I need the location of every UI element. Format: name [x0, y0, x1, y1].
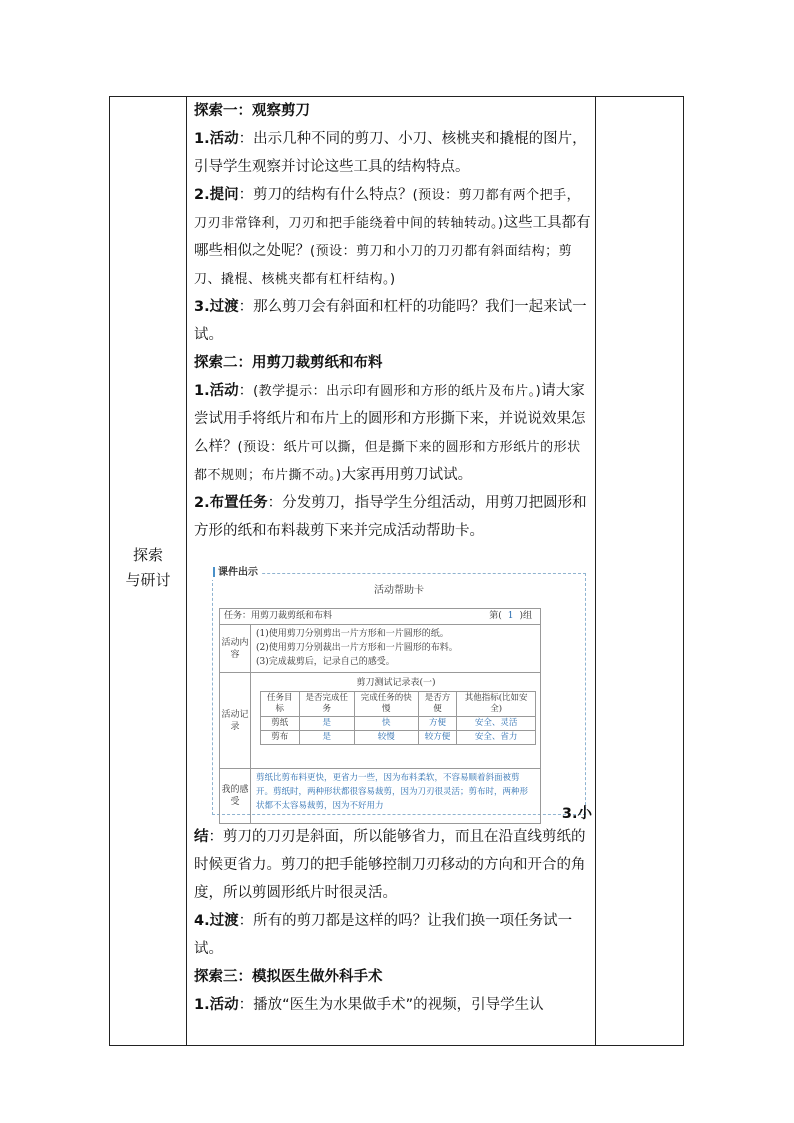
text-c: 大家再用剪刀试试。	[341, 467, 473, 483]
header-cell: 是否方便	[418, 692, 457, 717]
content-label: 活动内容	[220, 625, 251, 672]
cell: 较方便	[418, 731, 457, 745]
explore-2-activity	[194, 377, 592, 489]
record-row	[261, 731, 536, 745]
cell: 是	[299, 717, 354, 731]
cell: 剪纸	[261, 717, 300, 731]
record-label: 活动记录	[220, 673, 251, 768]
record-row	[261, 717, 536, 731]
summary-prefix: 3.小	[561, 806, 592, 822]
text: ：播放“医生为水果做手术”的视频，引导学生认	[238, 997, 544, 1013]
lesson-content	[194, 97, 592, 545]
explore-1-transition	[194, 293, 592, 349]
label: 1.活动	[194, 997, 239, 1013]
label: 3.过渡	[194, 299, 239, 315]
label: 2.提问	[194, 187, 239, 203]
label: 结	[194, 829, 209, 845]
label: 1.活动	[194, 383, 239, 399]
text: ：出示几种不同的剪刀、小刀、核桃夹和撬棍的图片，引导学生观察并讨论这些工具的结构特点。	[194, 131, 587, 175]
card-tag	[209, 566, 262, 580]
header-cell: 完成任务的快慢	[354, 692, 418, 717]
note: (教学提示：出示印有圆形和方形的纸片及布片。)	[253, 384, 542, 399]
explore-3-title: 探索三：模拟医生做外科手术	[194, 969, 383, 985]
cell: 剪布	[261, 731, 300, 745]
cell: 安全、灵活	[457, 717, 536, 731]
label: 2.布置任务	[194, 495, 268, 511]
task-label: 任务	[224, 611, 243, 621]
header-cell: 任务目标	[261, 692, 300, 717]
text2: 这些工具都有哪些相似之处呢？	[194, 215, 591, 259]
card-task-row	[220, 609, 540, 625]
note2: (预设：纸片可以撕，但是撕下来的圆形和方形纸片的形状都不规则；布片撕不动。)	[194, 440, 581, 483]
cell: 较慢	[354, 731, 418, 745]
cell: 方便	[418, 717, 457, 731]
header-cell: 是否完成任务	[299, 692, 354, 717]
record-table	[260, 691, 536, 745]
cell: 快	[354, 717, 418, 731]
content-item: (1)使用剪刀分别剪出一片方形和一片圆形的纸。	[256, 629, 449, 639]
cell: 安全、省力	[457, 731, 536, 745]
column-divider-right	[595, 97, 596, 1045]
note: (预设：剪刀都有两个把手，刀刃非常锋利，刀刃和把手能绕着中间的转轴转动。)	[194, 188, 581, 231]
feel-label: 我的感受	[220, 769, 251, 823]
note2: (预设：剪刀和小刀的刀刃都有斜面结构；剪刀、撬棍、核桃夹都有杠杆结构。)	[194, 244, 573, 287]
section-label-line1: 探索	[132, 546, 163, 564]
explore-2-summary	[194, 823, 592, 907]
label: 4.过渡	[194, 913, 239, 929]
group-no: 1	[507, 611, 514, 621]
text: ：分发剪刀，指导学生分组活动，用剪刀把圆形和方形的纸和布料裁剪下来并完成活动帮助卡。	[194, 495, 587, 539]
text-a: ：	[238, 383, 254, 399]
section-label	[110, 543, 186, 593]
record-body	[252, 673, 540, 747]
content-item: (2)使用剪刀分别裁出一片方形和一片圆形的布料。	[256, 643, 458, 653]
task-text: ：用剪刀裁剪纸和布料	[242, 611, 333, 621]
explore-2-transition	[194, 907, 592, 963]
activity-help-card	[212, 567, 586, 815]
group-suffix: )组	[519, 611, 532, 621]
cell: 是	[299, 731, 354, 745]
group-number	[489, 609, 532, 624]
card-grid	[219, 608, 541, 824]
explore-2-task	[194, 489, 592, 545]
feel-text: 剪纸比剪布料更快，更省力一些，因为布料柔软，不容易顺着斜面被剪开。剪纸时，两种形状都很容易裁剪，因为刀刃很灵活；剪布时，两种形状都不太容易裁剪，因为不好用力	[256, 773, 529, 811]
card-tag-text: 课件出示	[218, 567, 258, 578]
explore-1-activity	[194, 125, 592, 181]
explore-1-title: 探索一：观察剪刀	[194, 103, 310, 119]
explore-2-title: 探索二：用剪刀裁剪纸和布料	[194, 355, 383, 371]
text: ：那么剪刀会有斜面和杠杆的功能吗？我们一起来试一试。	[194, 299, 587, 343]
header-cell: 其他指标(比如安全)	[457, 692, 536, 717]
text: ：剪刀的结构有什么特点？	[238, 187, 413, 203]
card-record-row	[220, 673, 540, 769]
section-label-line2: 与研讨	[125, 571, 171, 589]
explore-3-activity	[194, 991, 592, 1019]
explore-1-question	[194, 181, 592, 293]
lesson-table	[109, 96, 684, 1046]
content-list	[252, 625, 540, 671]
record-title: 剪刀测试记录表(一)	[356, 678, 436, 688]
tag-bar-icon	[213, 567, 215, 577]
text: ：剪刀的刀刃是斜面，所以能够省力，而且在沿直线剪纸的时候更省力。剪刀的把手能够控制刀刃移动的方向和开合的角度，所以剪圆形纸片时很灵活。	[194, 829, 586, 901]
card-title: 活动帮助卡	[374, 585, 424, 596]
label: 1.活动	[194, 131, 239, 147]
column-divider-left	[186, 97, 187, 1045]
text: ：所有的剪刀都是这样的吗？让我们换一项任务试一试。	[194, 913, 573, 957]
text-b: 请大家尝试用手将纸片和布片上的圆形和方形撕下来，并说说效果怎么样？	[194, 383, 586, 455]
content-item: (3)完成裁剪后，记录自己的感受。	[256, 657, 395, 667]
card-content-row	[220, 625, 540, 673]
group-prefix: 第(	[489, 611, 502, 621]
record-header-row	[261, 692, 536, 717]
lesson-content-lower	[194, 805, 592, 1019]
